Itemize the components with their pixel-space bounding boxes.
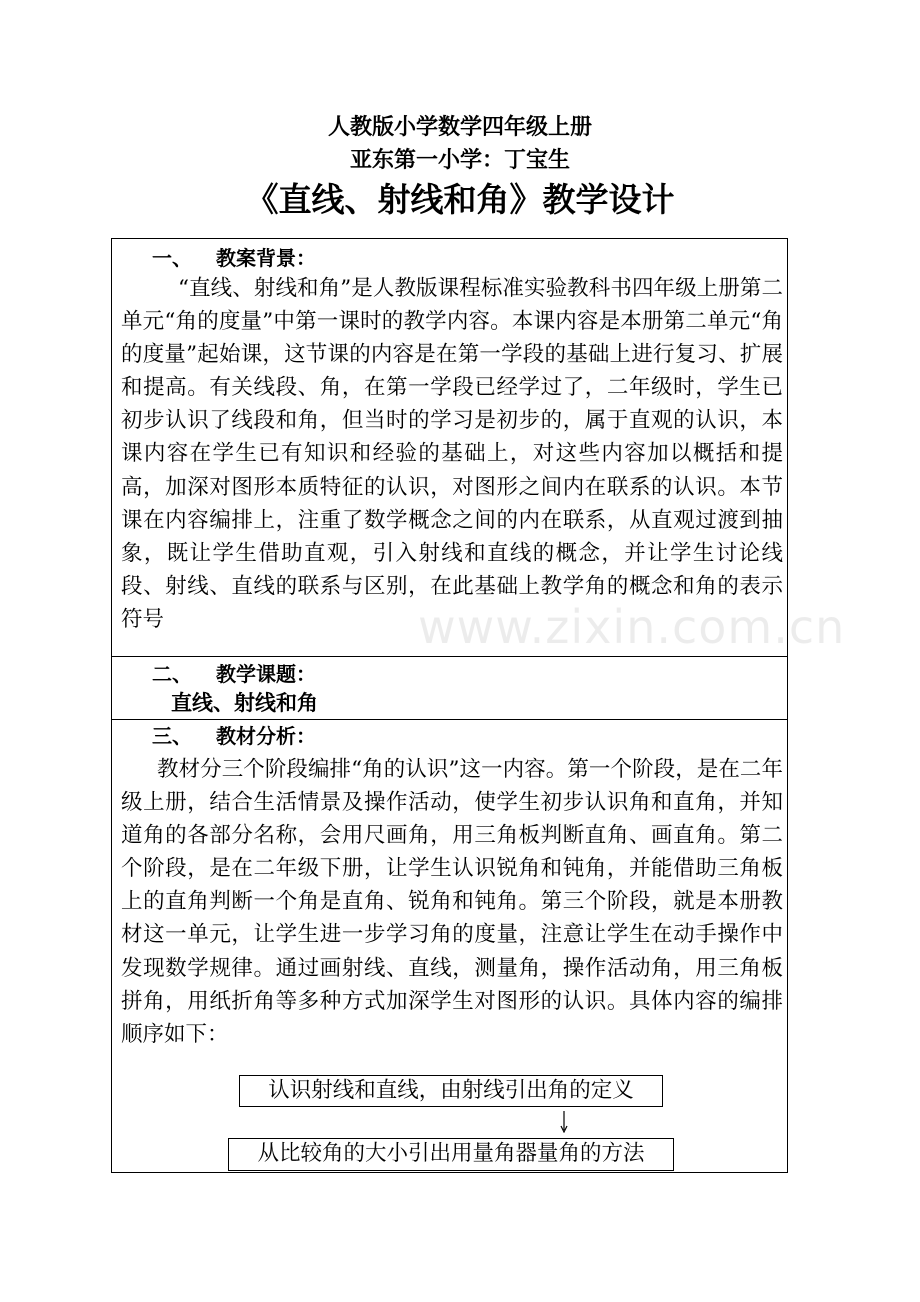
section-topic xyxy=(112,657,787,720)
section-number: 三、 xyxy=(152,724,192,748)
section-heading-label: 教材分析： xyxy=(216,724,316,748)
analysis-paragraph: 教材分三个阶段编排“角的认识”这一内容。第一个阶段，是在二年级上册，结合生活情景及操作活动，使学生初步认识角和直角，并知道角的各部分名称，会用尺画角，用三角板判断直角、画直角。第二个阶段，是在二年级下册，让学生认识锐角和钝角，并能借助三角板上的直角判断一个角是直角、锐角和钝角。第三个阶段，就是本册教材这一单元，让学生进一步学习角的度量，注意让学生在动手操作中发现数学规律。通过画射线、直线，测量角，操作活动角，用三角板拼角，用纸折角等多种方式加深学生对图形的认识。具体内容的编排顺序如下： xyxy=(121,757,783,1047)
section-topic-heading xyxy=(152,659,316,689)
header-line-textbook: 人教版小学数学四年级上册 xyxy=(327,114,592,140)
section-number: 二、 xyxy=(152,662,192,686)
document-title: 《直线、射线和角》教学设计 xyxy=(245,180,675,219)
lesson-plan-table xyxy=(111,238,788,1173)
section-analysis xyxy=(112,720,787,1172)
section-background xyxy=(112,239,787,657)
arrow-down-icon xyxy=(558,1111,570,1133)
section-number: 一、 xyxy=(152,246,192,270)
watermark: www.zixin.com.cn xyxy=(418,600,846,654)
header-line-author: 亚东第一小学：丁宝生 xyxy=(349,147,570,173)
background-paragraph: “直线、射线和角”是人教版课程标准实验教科书四年级上册第二单元“角的度量”中第一课时的教学内容。本课内容是本册第二单元“角的度量”起始课，这节课的内容是在第一学段的基础上进行复习、扩展和提高。有关线段、角，在第一学段已经学过了，二年级时，学生已初步认识了线段和角，但当时的学习是初步的，属于直观的认识，本课内容在学生已有知识和经验的基础上，对这些内容加以概括和提高，加深对图形本质特征的认识，对图形之间内在联系的认识。本节课在内容编排上，注重了数学概念之间的内在联系，从直观过渡到抽象，既让学生借助直观，引入射线和直线的概念，并让学生讨论线段、射线、直线的联系与区别，在此基础上教学角的概念和角的表示符号 xyxy=(121,276,783,632)
section-heading-label: 教案背景： xyxy=(216,246,316,270)
section-analysis-heading xyxy=(152,721,316,751)
section-heading-label: 教学课题： xyxy=(216,662,316,686)
section-background-heading xyxy=(152,243,316,273)
lesson-topic: 直线、射线和角 xyxy=(171,690,318,715)
flow-step-2: 从比较角的大小引出用量角器量角的方法 xyxy=(228,1138,674,1171)
flow-step-1: 认识射线和直线，由射线引出角的定义 xyxy=(239,1075,663,1107)
